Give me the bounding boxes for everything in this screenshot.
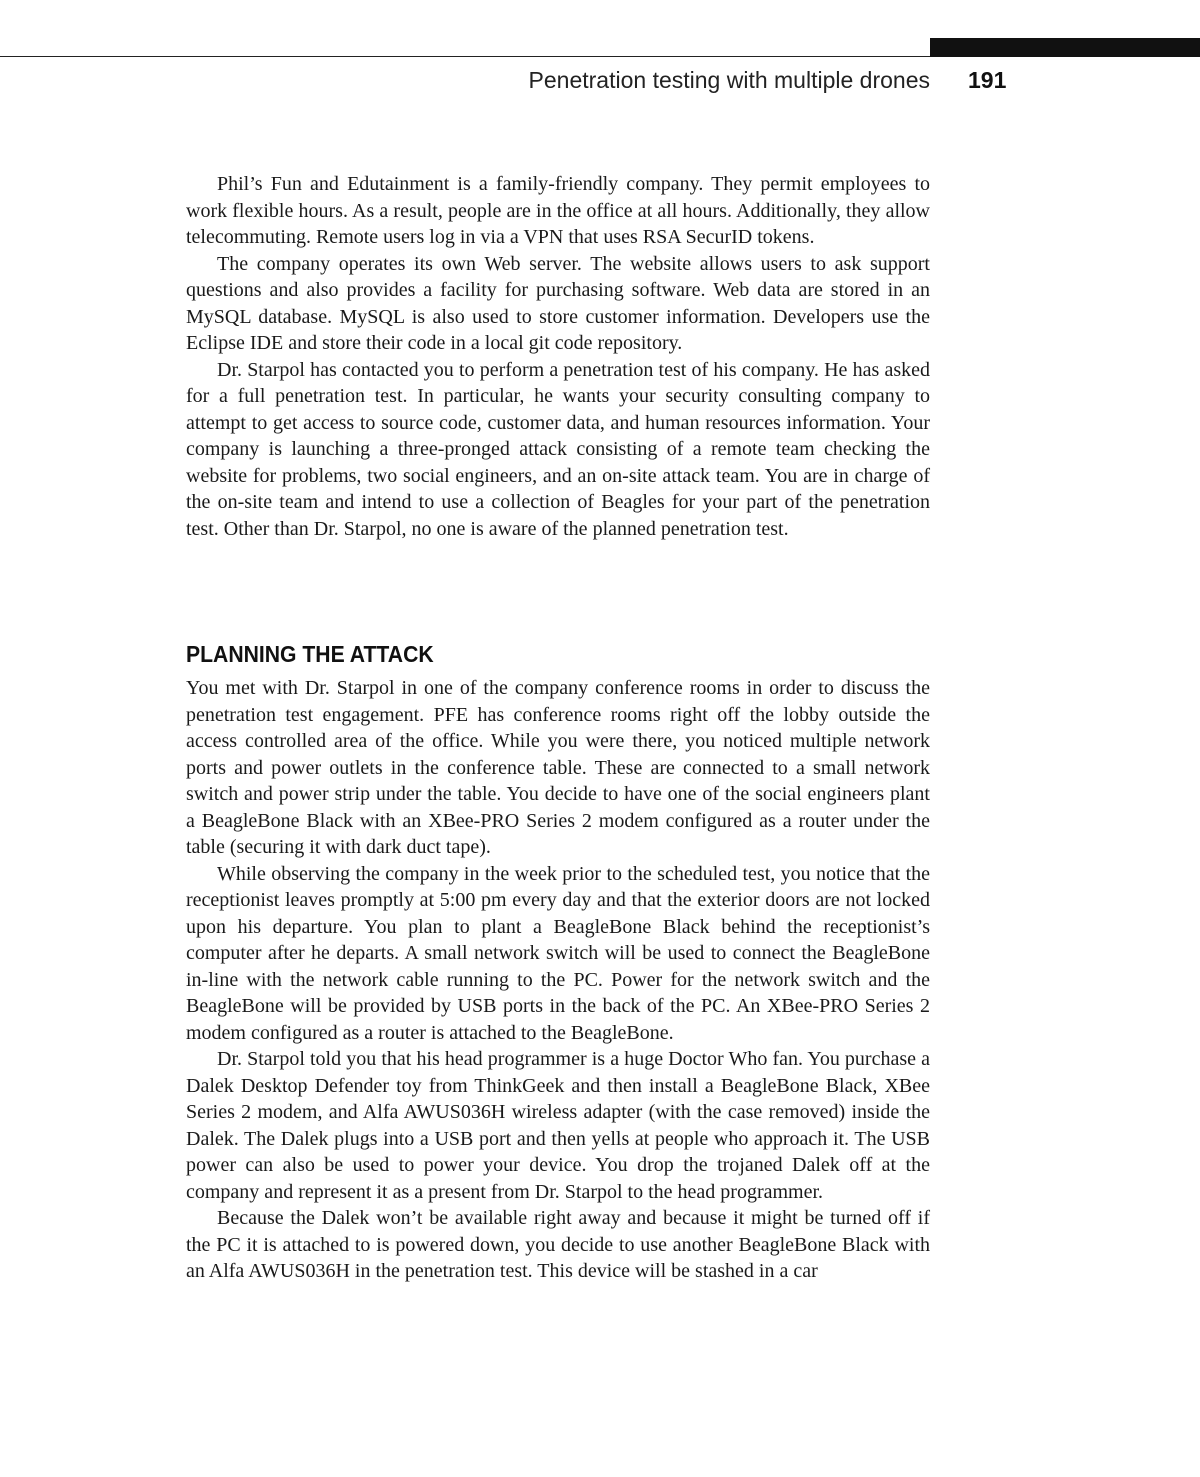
intro-text-block <box>186 171 930 542</box>
section-paragraph-1: You met with Dr. Starpol in one of the company conference rooms in order to discuss the penetration test engagement. PFE has conference rooms right off the lobby outside the access controlled area of the office. While you were there, you noticed multiple network ports and power outlets in the conference table. These are connected to a small network switch and power strip under the table. You decide to have one of the social engineers plant a BeagleBone Black with an XBee-PRO Series 2 modem configured as a router under the table (securing it with dark duct tape). <box>186 677 930 858</box>
header-tab-bar <box>930 38 1200 57</box>
page-number: 191 <box>968 67 1007 93</box>
intro-paragraph-1: Phil’s Fun and Edutainment is a family-friendly company. They permit employees to work flexible hours. As a result, people are in the office at all hours. Additionally, they allow telecommuting. Remote users log in via a VPN that uses RSA SecurID tokens. <box>186 173 930 248</box>
intro-paragraph-2: The company operates its own Web server. The website allows users to ask support questions and also provides a facility for purchasing software. Web data are stored in an MySQL database. MySQL is also used to store customer information. Developers use the Eclipse IDE and store their code in a local git code repository. <box>186 252 930 354</box>
section-paragraph-4: Because the Dalek won’t be available right away and because it might be turned off if the PC it is attached to is powered down, you decide to use another BeagleBone Black with an Alfa AWUS036H in the penetration test. This device will be stashed in a car <box>186 1207 930 1282</box>
section-heading: PLANNING THE ATTACK <box>186 641 434 667</box>
running-head-title: Penetration testing with multiple drones <box>528 67 930 93</box>
intro-paragraph-3: Dr. Starpol has contacted you to perform a penetration test of his company. He has asked for a full penetration test. In particular, he wants your security consulting company to attempt to get access to source code, customer data, and human resources information. Your company is launching a three-pronged attack consisting of a remote team checking the website for problems, two social engineers, and an on-site attack team. You are in charge of the on-site team and intend to use a collection of Beagles for your part of the penetration test. Other than Dr. Starpol, no one is aware of the planned penetration test. <box>186 358 930 540</box>
section-paragraph-2: While observing the company in the week prior to the scheduled test, you notice that the receptionist leaves promptly at 5:00 pm every day and that the exterior doors are not locked upon his departure. You plan to plant a BeagleBone Black behind the receptionist’s computer after he departs. A small network switch will be used to connect the BeagleBone in-line with the network cable running to the PC. Power for the network switch and the BeagleBone will be provided by USB ports in the back of the PC. An XBee-PRO Series 2 modem configured as a router is attached to the BeagleBone. <box>186 862 930 1044</box>
section-text-block <box>186 675 930 1285</box>
section-paragraph-3: Dr. Starpol told you that his head programmer is a huge Doctor Who fan. You purchase a Dalek Desktop Defender toy from ThinkGeek and then install a BeagleBone Black, XBee Series 2 modem, and Alfa AWUS036H wireless adapter (with the case removed) inside the Dalek. The Dalek plugs into a USB port and then yells at people who approach it. The USB power can also be used to power your device. You drop the trojaned Dalek off at the company and represent it as a present from Dr. Starpol to the head programmer. <box>186 1048 930 1203</box>
